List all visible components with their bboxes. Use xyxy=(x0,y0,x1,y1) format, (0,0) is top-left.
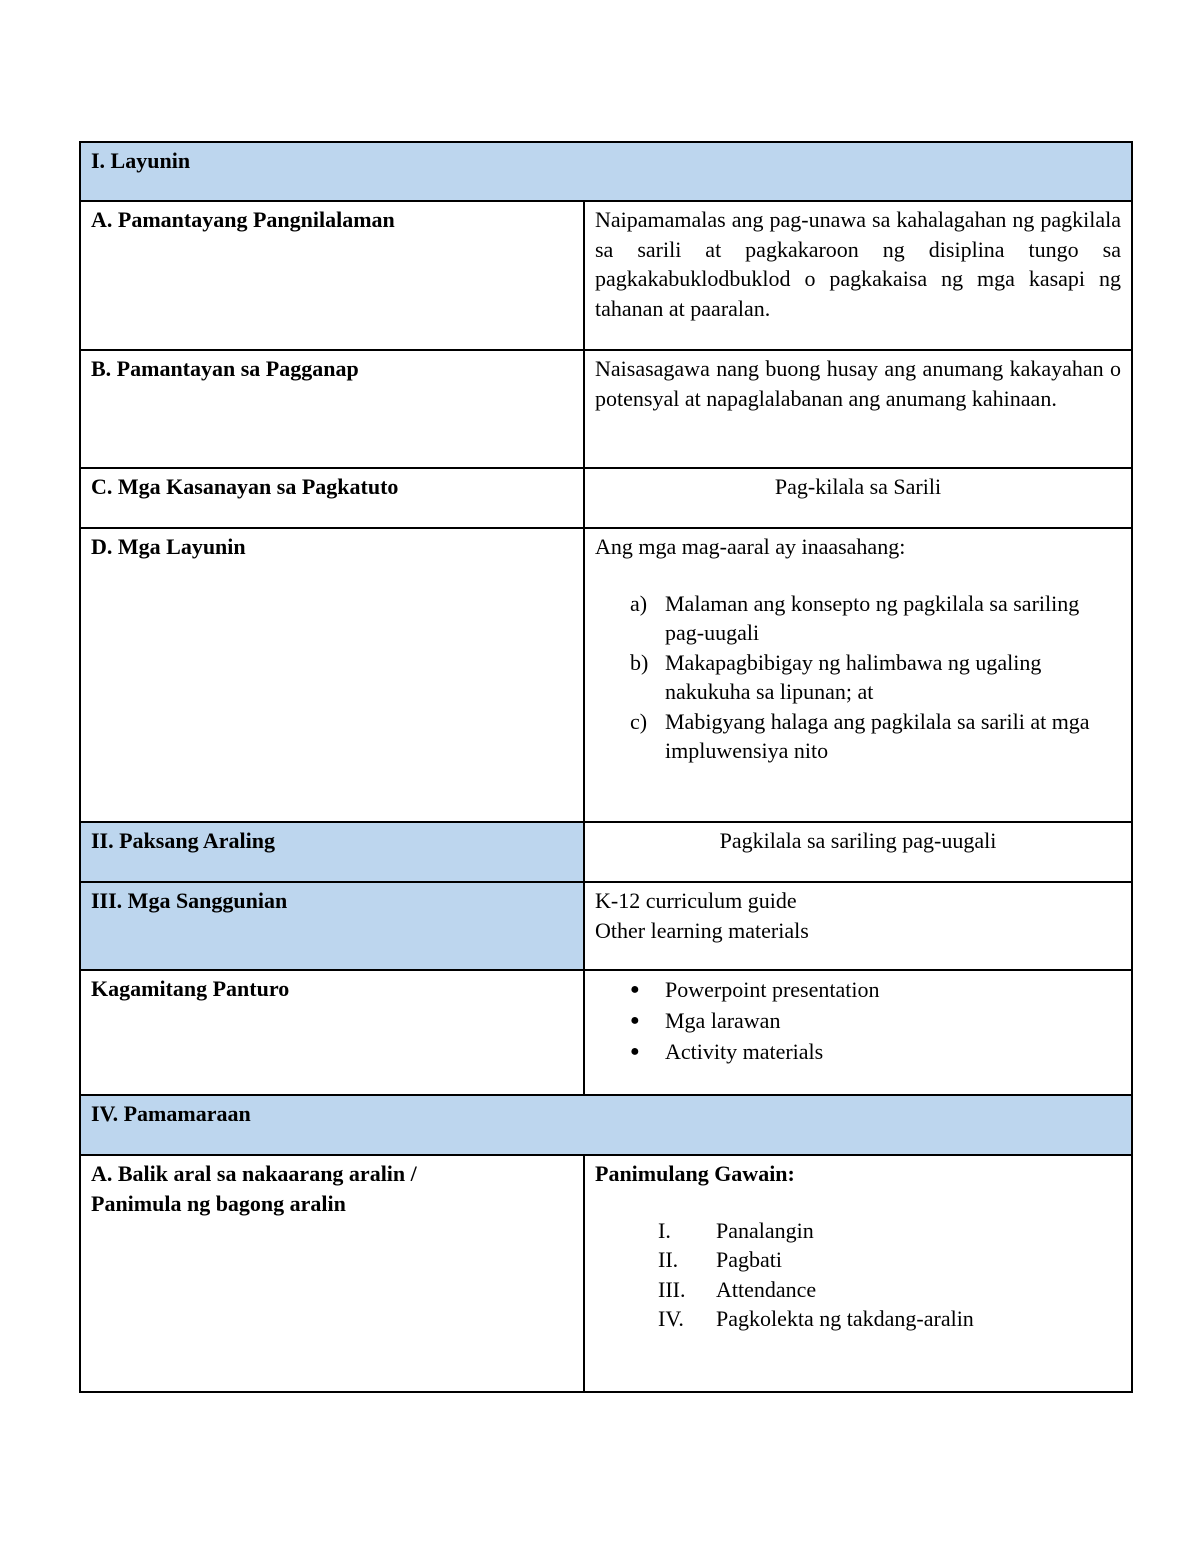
list-item-text: Powerpoint presentation xyxy=(665,977,880,1002)
list-item xyxy=(595,974,1121,1005)
content-paksang-araling: Pagkilala sa sariling pag-uugali xyxy=(584,822,1132,882)
list-item xyxy=(595,1304,1121,1334)
label-mga-sanggunian: III. Mga Sanggunian xyxy=(80,882,584,970)
list-marker: b) xyxy=(630,649,649,675)
label-line: A. Balik aral sa nakaarang aralin / xyxy=(91,1161,417,1186)
list-item-text: Panalangin xyxy=(716,1217,814,1243)
section-heading-pamamaraan: IV. Pamamaraan xyxy=(80,1095,1132,1155)
sanggunian-line: Other learning materials xyxy=(595,917,809,943)
list-marker: III. xyxy=(658,1276,686,1302)
content-balik-aral xyxy=(584,1155,1132,1392)
list-item-text: Attendance xyxy=(716,1276,817,1302)
list-item xyxy=(595,648,1121,707)
list-item-text: Activity materials xyxy=(665,1039,824,1064)
list-item xyxy=(595,707,1121,766)
content-pamantayan-sa-pagganap: Naisasagawa nang buong husay ang anumang kakayahan o potensyal at napaglalabanan ang anumang kahinaan. xyxy=(584,350,1132,468)
list-marker: IV. xyxy=(658,1306,684,1331)
label-pamantayang-pangnilalaman: A. Pamantayang Pangnilalaman xyxy=(80,201,584,350)
list-item-text: Mga larawan xyxy=(665,1008,781,1033)
bullet-icon: ● xyxy=(630,1043,640,1060)
kagamitan-list xyxy=(595,974,1121,1067)
label-kagamitang-panturo: Kagamitang Panturo xyxy=(80,970,584,1095)
list-item-text: Pagbati xyxy=(716,1247,782,1272)
list-item xyxy=(595,589,1121,648)
layunin-list xyxy=(595,589,1121,766)
label-mga-layunin: D. Mga Layunin xyxy=(80,528,584,822)
section-heading-layunin: I. Layunin xyxy=(80,142,1132,201)
row-mga-layunin xyxy=(80,528,1132,822)
label-kasanayan-sa-pagkatuto: C. Mga Kasanayan sa Pagkatuto xyxy=(80,468,584,528)
list-item xyxy=(595,1036,1121,1067)
panimulang-gawain-heading: Panimulang Gawain: xyxy=(595,1161,795,1186)
sanggunian-line: K-12 curriculum guide xyxy=(595,888,797,913)
bullet-icon: ● xyxy=(630,1012,640,1029)
section-row-pamamaraan xyxy=(80,1095,1132,1155)
row-balik-aral xyxy=(80,1155,1132,1392)
content-kagamitang-panturo xyxy=(584,970,1132,1095)
row-kasanayan-sa-pagkatuto xyxy=(80,468,1132,528)
content-mga-sanggunian xyxy=(584,882,1132,970)
list-marker: c) xyxy=(630,708,648,734)
content-pamantayang-pangnilalaman: Naipamamalas ang pag-unawa sa kahalagahan ng pagkilala sa sarili at pagkakaroon ng disiplina tungo sa pagkakabuklodbuklod o pagkakaisa ng mga kasapi ng tahanan at paaralan. xyxy=(584,201,1132,350)
row-mga-sanggunian xyxy=(80,882,1132,970)
bullet-icon: ● xyxy=(630,981,640,998)
content-kasanayan-sa-pagkatuto: Pag-kilala sa Sarili xyxy=(584,468,1132,528)
list-item-text: Malaman ang konsepto ng pagkilala sa sariling pag-uugali xyxy=(665,590,1080,645)
list-item xyxy=(595,1275,1121,1305)
layunin-intro: Ang mga mag-aaral ay inaasahang: xyxy=(595,534,906,559)
list-marker: a) xyxy=(630,590,648,616)
list-item-text: Mabigyang halaga ang pagkilala sa sarili at mga impluwensiya nito xyxy=(665,708,1090,763)
list-marker: I. xyxy=(658,1217,671,1243)
content-mga-layunin xyxy=(584,528,1132,822)
label-pamantayan-sa-pagganap: B. Pamantayan sa Pagganap xyxy=(80,350,584,468)
panimulang-gawain-list xyxy=(595,1216,1121,1334)
row-kagamitang-panturo xyxy=(80,970,1132,1095)
list-marker: II. xyxy=(658,1247,679,1272)
label-paksang-araling: II. Paksang Araling xyxy=(80,822,584,882)
list-item xyxy=(595,1005,1121,1036)
lesson-plan-table xyxy=(79,141,1133,1393)
list-item-text: Makapagbibigay ng halimbawa ng ugaling nakukuha sa lipunan; at xyxy=(665,649,1042,704)
section-row-layunin xyxy=(80,142,1132,201)
row-pamantayan-sa-pagganap xyxy=(80,350,1132,468)
list-item-text: Pagkolekta ng takdang-aralin xyxy=(716,1306,974,1331)
row-pamantayang-pangnilalaman xyxy=(80,201,1132,350)
row-paksang-araling xyxy=(80,822,1132,882)
list-item xyxy=(595,1245,1121,1275)
label-line: Panimula ng bagong aralin xyxy=(91,1190,346,1216)
label-balik-aral xyxy=(80,1155,584,1392)
list-item xyxy=(595,1216,1121,1246)
